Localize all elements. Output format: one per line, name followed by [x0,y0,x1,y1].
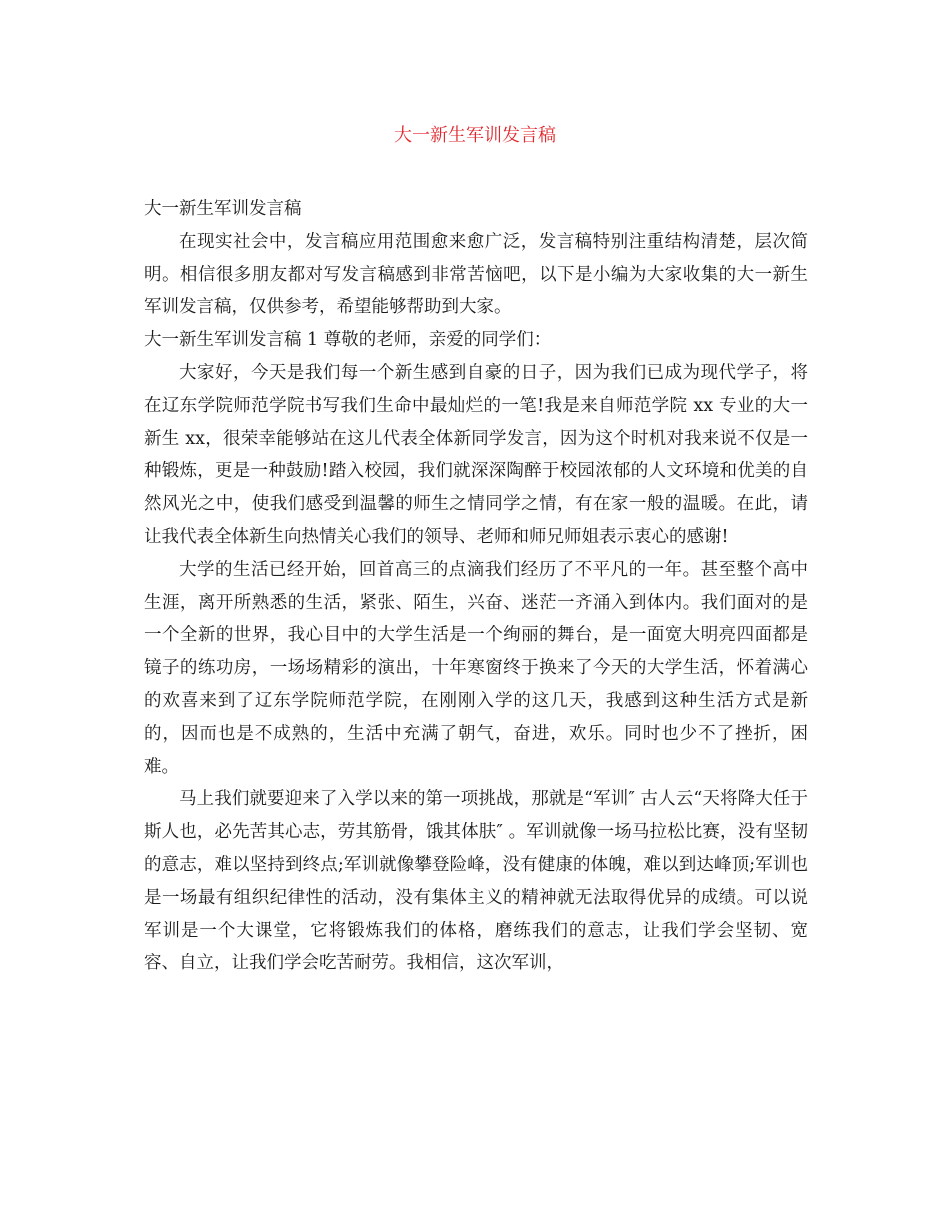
body-paragraph-3: 马上我们就要迎来了入学以来的第一项挑战，那就是“军训″ 古人云“天将降大任于斯人也，必先苦其心志，劳其筋骨，饿其体肤″ 。军训就像一场马拉松比赛，没有坚韧的意志，难以坚持到终点;军训就像攀登险峰，没有健康的体魄，难以到达峰顶;军训也是一场最有组织纪律性的活动，没有集体主义的精神就无法取得优异的成绩。可以说军训是一个大课堂，它将锻炼我们的体格，磨练我们的意志，让我们学会坚韧、宽容、自立，让我们学会吃苦耐劳。我相信，这次军训， [144,789,808,974]
speech-heading-salutation: 大一新生军训发言稿 1 尊敬的老师，亲爱的同学们： [144,330,552,351]
document-body [144,193,808,980]
body-paragraph-1: 大家好，今天是我们每一个新生感到自豪的日子，因为我们已成为现代学子，将在辽东学院师范学院书写我们生命中最灿烂的一笔!我是来自师范学院 xx 专业的大一新生 xx，很荣幸能够站在这儿代表全体新同学发言，因为这个时机对我来说不仅是一种锻炼，更是一种鼓励!踏入校园，我们就深深陶醉于校园浓郁的人文环境和优美的自然风光之中，使我们感受到温馨的师生之情同学之情，有在家一般的温暖。在此，请让我代表全体新生向热情关心我们的领导、老师和师兄师姐表示衷心的感谢! [144,362,808,547]
intro-paragraph: 在现实社会中，发言稿应用范围愈来愈广泛，发言稿特别注重结构清楚，层次简明。相信很多朋友都对写发言稿感到非常苦恼吧，以下是小编为大家收集的大一新生军训发言稿，仅供参考，希望能够帮助到大家。 [144,231,808,318]
body-paragraph-2: 大学的生活已经开始，回首高三的点滴我们经历了不平凡的一年。甚至整个高中生涯，离开所熟悉的生活，紧张、陌生，兴奋、迷茫一齐涌入到体内。我们面对的是一个全新的世界，我心目中的大学生活是一个绚丽的舞台，是一面宽大明亮四面都是镜子的练功房，一场场精彩的演出，十年寒窗终于换来了今天的大学生活，怀着满心的欢喜来到了辽东学院师范学院，在刚刚入学的这几天，我感到这种生活方式是新的，因而也是不成熟的，生活中充满了朝气，奋进，欢乐。同时也少不了挫折，困难。 [144,559,808,777]
document-title: 大一新生军训发言稿 [394,125,556,146]
section-heading: 大一新生军训发言稿 [144,199,302,219]
